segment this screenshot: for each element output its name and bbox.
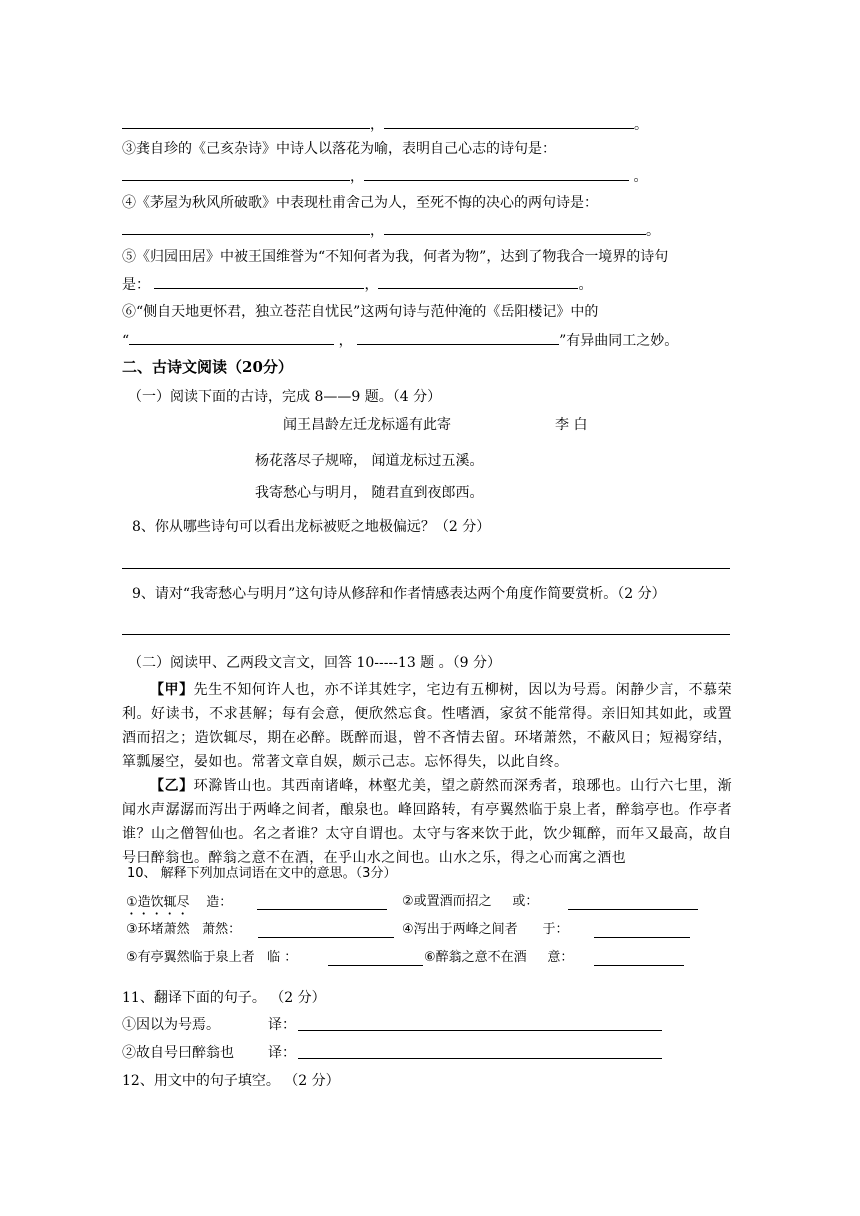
question-6: ⑥“侧自天地更怀君，独立苍茫自忧民”这两句诗与范仲淹的《岳阳楼记》中的	[122, 304, 599, 320]
q10-blank-b[interactable]	[568, 897, 698, 910]
passage-jia	[122, 678, 732, 774]
answer-rule-q9[interactable]	[122, 634, 730, 635]
q10-item-e: ⑤有亭翼然临于泉上者 临 ：	[126, 950, 298, 965]
poem-line-2: 我寄愁心与明月， 随君直到夜郎西。	[255, 485, 484, 501]
q10-blank-e[interactable]	[328, 953, 423, 966]
answer-blank[interactable]	[122, 222, 370, 235]
question-11: 11、翻译下面的句子。 （2 分）	[122, 990, 326, 1006]
poem-author: 李 白	[555, 417, 588, 433]
q11-blank-a[interactable]	[298, 1018, 662, 1031]
answer-line-q3[interactable]: ， 。	[122, 168, 647, 184]
question-9: 9、请对“我寄愁心与明月”这句诗从修辞和作者情感表达两个角度作简要赏析。（2 分）	[132, 586, 666, 602]
section-heading: 二、古诗文阅读（20分）	[122, 358, 293, 376]
passage-jia-text: 先生不知何许人也，亦不详其姓字，宅边有五柳树，因以为号焉。闲静少言，不慕荣利。好读书，不求甚解；每有会意，便欣然忘食。性嗜酒，家贫不能常得。亲旧知其如此，或置酒而招之；造饮辄尽，期在必醉。既醉而退，曾不吝情去留。环堵萧然，不蔽风日；短褐穿结，箪瓢屡空，晏如也。常著文章自娱，颇示己志。忘怀得失，以此自终。	[122, 682, 732, 770]
q10-blank-a[interactable]	[257, 897, 387, 910]
answer-blank[interactable]	[364, 168, 629, 181]
q11-item-b: ②故自号曰醉翁也	[122, 1045, 234, 1061]
answer-blank[interactable]	[129, 332, 334, 345]
q10-blank-f[interactable]	[594, 953, 684, 966]
answer-line-q6[interactable]: “ ， ”有异曲同工之妙。	[122, 333, 679, 349]
part2-intro: （二）阅读甲、乙两段文言文，回答 10-----13 题 。（9 分）	[128, 655, 501, 671]
answer-line-q2[interactable]	[122, 116, 648, 132]
question-3: ③龚自珍的《己亥杂诗》中诗人以落花为喻，表明自己心志的诗句是：	[122, 141, 556, 157]
q11-key-b: 译：	[268, 1045, 296, 1061]
q10-blank-d[interactable]	[594, 925, 690, 938]
answer-blank[interactable]	[154, 276, 364, 289]
answer-blank[interactable]	[122, 116, 370, 129]
q10-item-f: ⑥醉翁之意不在酒 意：	[424, 950, 574, 965]
question-12: 12、用文中的句子填空。 （2 分）	[122, 1073, 340, 1089]
question-5: ⑤《归园田居》中被王国维誉为“不知何者为我，何者为物”，达到了物我合一境界的诗句	[122, 249, 669, 265]
passage-yi-label: 【乙】	[150, 778, 194, 794]
answer-blank[interactable]	[357, 332, 559, 345]
question-4: ④《茅屋为秋风所破歌》中表现杜甫舍己为人，至死不悔的决心的两句诗是：	[122, 195, 598, 211]
q10-item-d: ④泻出于两峰之间者 于：	[402, 922, 569, 937]
poem-title: 闻王昌龄左迁龙标遥有此寄	[283, 417, 451, 433]
question-8: 8、你从哪些诗句可以看出龙标被贬之地极偏远？（2 分）	[132, 519, 491, 535]
q10-item-c: ③环堵萧然 萧然：	[126, 922, 242, 937]
q10-blank-c[interactable]	[258, 925, 394, 938]
passage-jia-label: 【甲】	[150, 682, 194, 698]
q10-item-b: ②或置酒而招之 或：	[402, 894, 539, 909]
answer-line-q4[interactable]: ， 。	[122, 222, 660, 238]
part1-intro: （一）阅读下面的古诗，完成 8——9 题。（4 分）	[128, 389, 442, 405]
q11-key-a: 译：	[268, 1017, 296, 1033]
poem-line-1: 杨花落尽子规啼， 闻道龙标过五溪。	[255, 453, 484, 469]
passage-yi-text: 环滁皆山也。其西南诸峰，林壑尤美，望之蔚然而深秀者，琅琊也。山行六七里，渐闻水声潺潺而泻出于两峰之间者，酿泉也。峰回路转，有亭翼然临于泉上者，醉翁亭也。作亭者谁？山之僧智仙也。名之者谁？太守自谓也。太守与客来饮于此，饮少辄醉，而年又最高，故自号曰醉翁也。醉翁之意不在酒，在乎山水之间也。山水之乐，得之心而寓之酒也	[122, 778, 732, 866]
answer-blank[interactable]	[384, 116, 634, 129]
answer-blank[interactable]	[378, 276, 578, 289]
q11-item-a: ①因以为号焉。	[122, 1017, 220, 1033]
answer-line-q5[interactable]: 是： ， 。	[122, 277, 593, 293]
passage-yi	[122, 774, 732, 870]
answer-rule-q8[interactable]	[122, 568, 730, 569]
answer-blank[interactable]	[384, 222, 646, 235]
question-10: 10、 解释下列加点词语在文中的意思。（3分）	[127, 866, 397, 881]
q11-blank-b[interactable]	[298, 1046, 662, 1059]
period: 。	[634, 117, 648, 133]
comma: ，	[370, 117, 384, 133]
q10-item-a: ①造饮辄尽 造：	[126, 895, 233, 910]
answer-blank[interactable]	[122, 168, 350, 181]
